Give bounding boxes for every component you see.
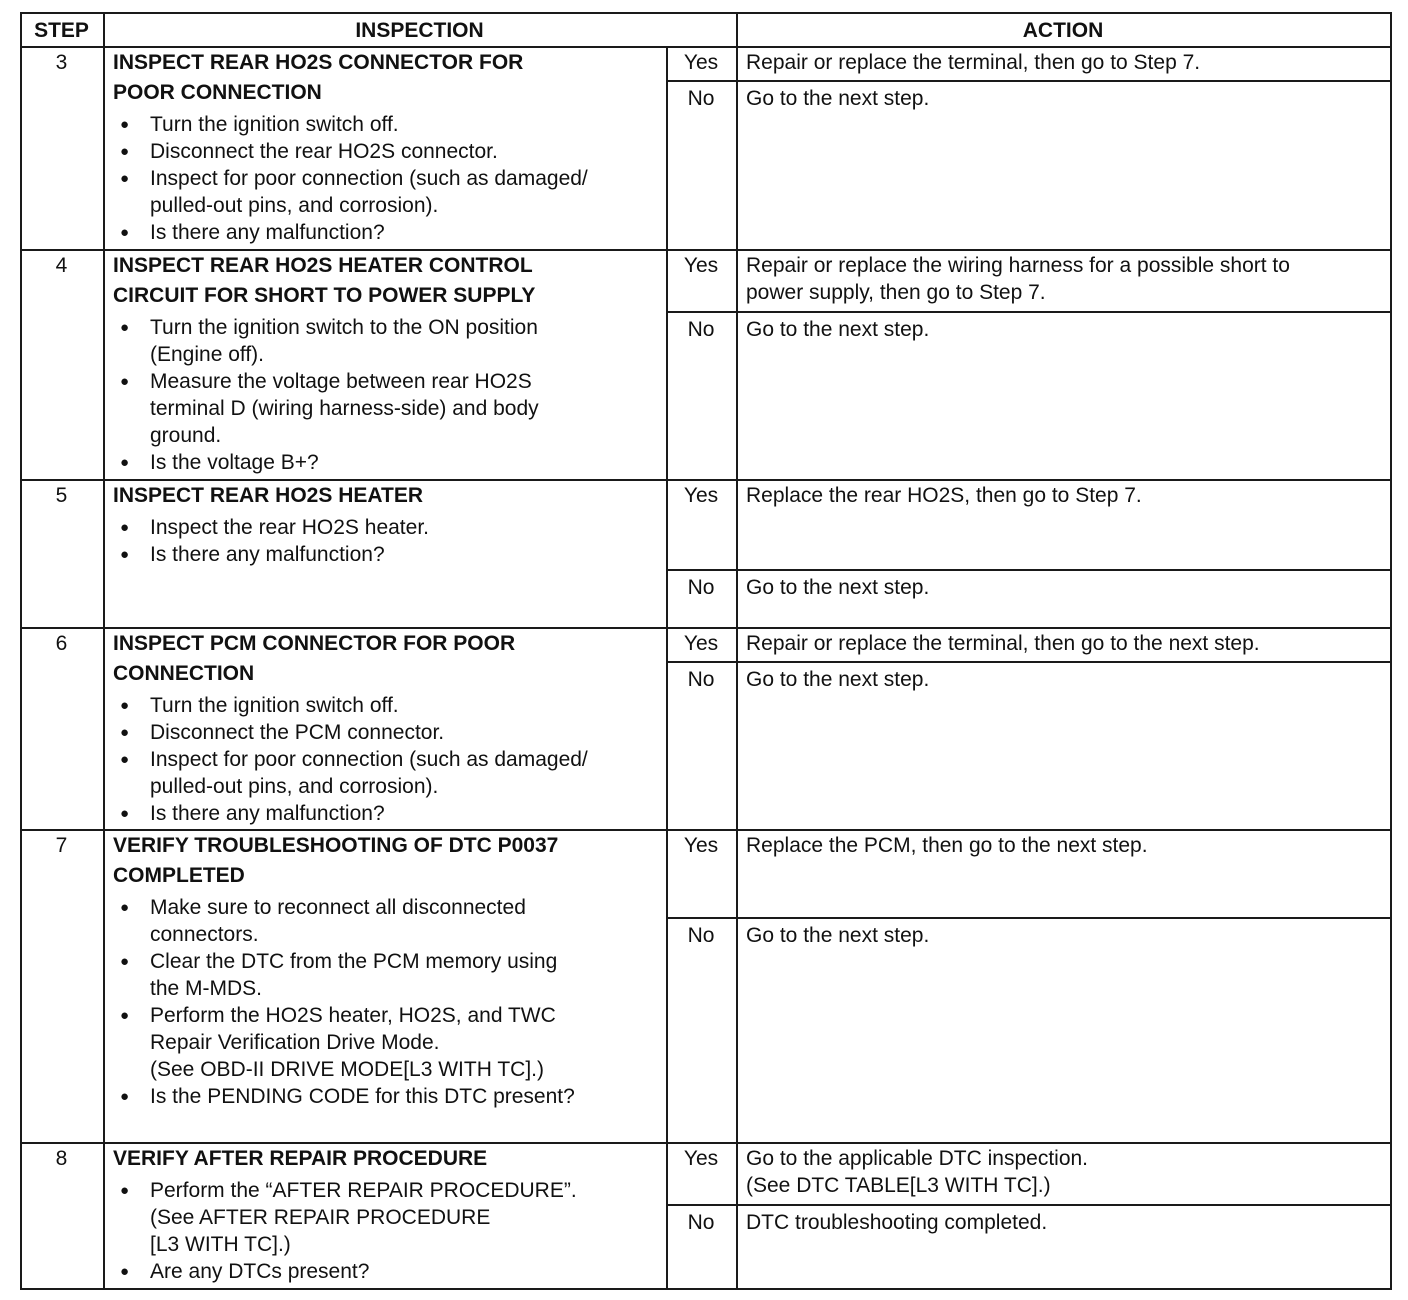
inspection-bullet-text: Turn the ignition switch off.: [150, 694, 399, 717]
header-step: STEP: [34, 19, 89, 42]
yes-no-divider: [666, 569, 1392, 571]
table-top-border: [20, 12, 1392, 14]
yes-no-divider: [666, 311, 1392, 313]
table-right-border: [1390, 12, 1392, 1290]
bullet-icon: ●: [120, 319, 130, 336]
inspection-title: CONNECTION: [113, 662, 255, 685]
inspection-bullet-text: Are any DTCs present?: [150, 1260, 370, 1283]
header-inspection: INSPECTION: [355, 19, 484, 42]
bullet-icon: ●: [120, 953, 130, 970]
row-divider: [20, 479, 1392, 481]
inspection-bullet-text: Perform the HO2S heater, HO2S, and TWC: [150, 1004, 556, 1027]
inspection-bullet-text: Repair Verification Drive Mode.: [150, 1031, 440, 1054]
inspection-title: CIRCUIT FOR SHORT TO POWER SUPPLY: [113, 284, 536, 307]
row-divider: [20, 249, 1392, 251]
step-number: 5: [55, 484, 68, 507]
yes-action-text: Repair or replace the terminal, then go to Step 7.: [746, 51, 1201, 74]
inspection-bullet-text: Is there any malfunction?: [150, 221, 385, 244]
inspection-bullet-text: Measure the voltage between rear HO2S: [150, 370, 532, 393]
inspection-bullet-text: ground.: [150, 424, 222, 447]
inspection-title: VERIFY AFTER REPAIR PROCEDURE: [113, 1147, 488, 1170]
no-action-text: Go to the next step.: [746, 668, 930, 691]
yes-action-text: Replace the PCM, then go to the next step.: [746, 834, 1148, 857]
yes-action-text: (See DTC TABLE[L3 WITH TC].): [746, 1174, 1051, 1197]
bullet-icon: ●: [120, 1182, 130, 1199]
yes-no-divider: [666, 1204, 1392, 1206]
no-action-text: Go to the next step.: [746, 87, 930, 110]
inspection-bullet-text: pulled-out pins, and corrosion).: [150, 775, 439, 798]
inspection-bullet-text: Disconnect the PCM connector.: [150, 721, 445, 744]
yes-action-text: Repair or replace the wiring harness for a possible short to: [746, 254, 1290, 277]
no-label: No: [687, 1211, 715, 1234]
bullet-icon: ●: [120, 224, 130, 241]
inspection-bullet-text: Inspect for poor connection (such as damaged/: [150, 748, 588, 771]
inspection-bullet-text: Perform the “AFTER REPAIR PROCEDURE”.: [150, 1179, 577, 1202]
yes-action-text: Repair or replace the terminal, then go to the next step.: [746, 632, 1260, 655]
step-number: 4: [55, 254, 68, 277]
yes-no-divider: [666, 80, 1392, 82]
no-label: No: [687, 318, 715, 341]
inspection-bullet-text: Is the voltage B+?: [150, 451, 319, 474]
bullet-icon: ●: [120, 143, 130, 160]
bullet-icon: ●: [120, 519, 130, 536]
inspection-bullet-text: Inspect for poor connection (such as damaged/: [150, 167, 588, 190]
bullet-icon: ●: [120, 1263, 130, 1280]
yes-no-divider: [666, 661, 1392, 663]
bullet-icon: ●: [120, 454, 130, 471]
bullet-icon: ●: [120, 546, 130, 563]
bullet-icon: ●: [120, 1088, 130, 1105]
yes-label: Yes: [683, 254, 719, 277]
inspection-bullet-text: [L3 WITH TC].): [150, 1233, 291, 1256]
no-label: No: [687, 924, 715, 947]
header-action: ACTION: [1022, 19, 1104, 42]
yes-label: Yes: [683, 484, 719, 507]
row-divider: [20, 1142, 1392, 1144]
inspection-bullet-text: (See OBD-II DRIVE MODE[L3 WITH TC].): [150, 1058, 544, 1081]
row-divider: [20, 627, 1392, 629]
inspection-bullet-text: Is the PENDING CODE for this DTC present?: [150, 1085, 575, 1108]
yes-label: Yes: [683, 834, 719, 857]
step-number: 7: [55, 834, 68, 857]
yes-no-divider: [666, 917, 1392, 919]
bullet-icon: ●: [120, 805, 130, 822]
inspection-bullet-text: Make sure to reconnect all disconnected: [150, 896, 526, 919]
inspection-bullet-text: Is there any malfunction?: [150, 802, 385, 825]
inspection-bullet-text: pulled-out pins, and corrosion).: [150, 194, 439, 217]
yes-action-text: power supply, then go to Step 7.: [746, 281, 1046, 304]
header-bottom-border: [20, 46, 1392, 48]
yes-label: Yes: [683, 632, 719, 655]
bullet-icon: ●: [120, 697, 130, 714]
no-label: No: [687, 87, 715, 110]
inspection-bullet-text: Turn the ignition switch to the ON position: [150, 316, 538, 339]
inspection-bullet-text: Turn the ignition switch off.: [150, 113, 399, 136]
inspection-title: INSPECT REAR HO2S HEATER: [113, 484, 423, 507]
inspection-title: VERIFY TROUBLESHOOTING OF DTC P0037: [113, 834, 559, 857]
bullet-icon: ●: [120, 373, 130, 390]
action-column-divider: [736, 12, 738, 1290]
bullet-icon: ●: [120, 751, 130, 768]
inspection-bullet-text: (See AFTER REPAIR PROCEDURE: [150, 1206, 491, 1229]
inspection-title: COMPLETED: [113, 864, 245, 887]
bullet-icon: ●: [120, 170, 130, 187]
table-bottom-border: [20, 1288, 1392, 1290]
inspection-bullet-text: the M-MDS.: [150, 977, 263, 1000]
inspection-title: INSPECT REAR HO2S CONNECTOR FOR: [113, 51, 524, 74]
yes-action-text: Go to the applicable DTC inspection.: [746, 1147, 1089, 1170]
inspection-title: INSPECT REAR HO2S HEATER CONTROL: [113, 254, 533, 277]
inspection-bullet-text: Disconnect the rear HO2S connector.: [150, 140, 498, 163]
no-action-text: DTC troubleshooting completed.: [746, 1211, 1048, 1234]
bullet-icon: ●: [120, 899, 130, 916]
no-action-text: Go to the next step.: [746, 924, 930, 947]
step-number: 6: [55, 632, 68, 655]
no-action-text: Go to the next step.: [746, 576, 930, 599]
bullet-icon: ●: [120, 724, 130, 741]
inspection-title: POOR CONNECTION: [113, 81, 322, 104]
inspection-bullet-text: (Engine off).: [150, 343, 265, 366]
inspection-bullet-text: Clear the DTC from the PCM memory using: [150, 950, 558, 973]
step-number: 3: [55, 51, 68, 74]
step-column-divider: [103, 12, 105, 1290]
inspection-bullet-text: Inspect the rear HO2S heater.: [150, 516, 429, 539]
yes-label: Yes: [683, 1147, 719, 1170]
inspection-title: INSPECT PCM CONNECTOR FOR POOR: [113, 632, 516, 655]
step-number: 8: [55, 1147, 68, 1170]
inspection-bullet-text: terminal D (wiring harness-side) and body: [150, 397, 539, 420]
bullet-icon: ●: [120, 1007, 130, 1024]
yes-action-text: Replace the rear HO2S, then go to Step 7.: [746, 484, 1142, 507]
no-label: No: [687, 576, 715, 599]
no-label: No: [687, 668, 715, 691]
bullet-icon: ●: [120, 116, 130, 133]
no-action-text: Go to the next step.: [746, 318, 930, 341]
yes-label: Yes: [683, 51, 719, 74]
inspection-bullet-text: Is there any malfunction?: [150, 543, 385, 566]
row-divider: [20, 829, 1392, 831]
inspection-bullet-text: connectors.: [150, 923, 259, 946]
